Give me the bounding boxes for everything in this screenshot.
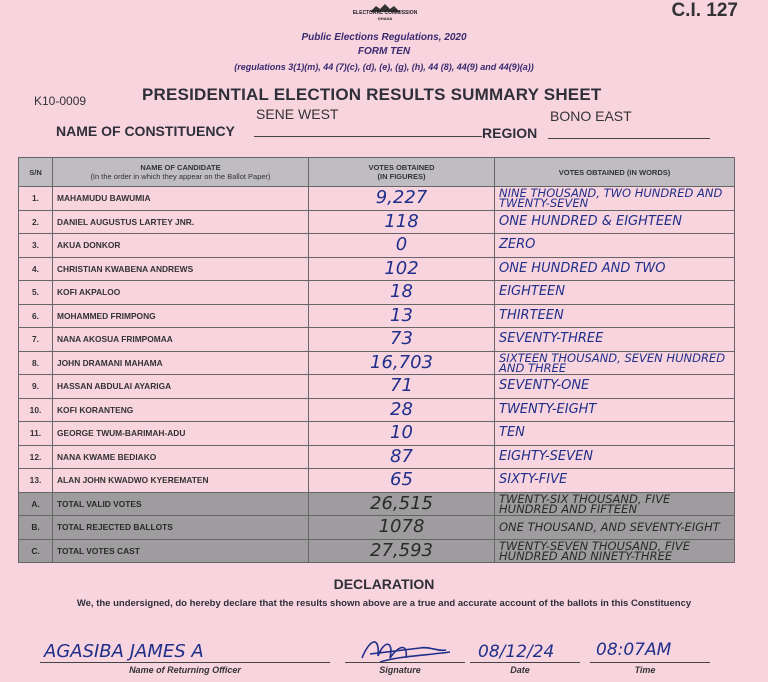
candidate-name: TOTAL REJECTED BALLOTS [53,516,309,540]
row-sn: 4. [19,257,53,281]
candidate-row [19,210,735,234]
votes-words: TEN [495,422,735,446]
total-row [19,492,735,516]
row-sn: 3. [19,234,53,258]
row-sn: B. [19,516,53,540]
row-sn: 8. [19,351,53,375]
region-label: REGION [482,125,538,141]
votes-figures: 13 [309,304,495,328]
votes-figures: 9,227 [309,187,495,211]
form-code: K10-0009 [34,94,87,108]
region-line [548,138,710,139]
votes-words: TWENTY-EIGHT [495,398,735,422]
candidate-row [19,422,735,446]
region-value: BONO EAST [550,108,632,124]
votes-figures: 27,593 [309,539,495,563]
votes-words: EIGHTEEN [495,281,735,305]
crest-subtext: GHANA [377,16,393,21]
time-value: 08:07AM [596,640,672,660]
votes-words: SEVENTY-THREE [495,328,735,352]
time-line [590,662,710,663]
col-figures-subtitle: (IN FIGURES) [377,172,426,181]
row-sn: 13. [19,469,53,493]
officer-line [40,662,330,663]
candidate-row [19,328,735,352]
row-sn: 10. [19,398,53,422]
signature-scribble [350,628,460,670]
candidate-row [19,187,735,211]
votes-figures: 1078 [309,516,495,540]
candidate-name: HASSAN ABDULAI AYARIGA [53,375,309,399]
candidate-name: ALAN JOHN KWADWO KYEREMATEN [53,469,309,493]
votes-figures: 0 [309,234,495,258]
votes-figures: 87 [309,445,495,469]
candidate-name: GEORGE TWUM-BARIMAH-ADU [53,422,309,446]
votes-figures: 118 [309,210,495,234]
row-sn: 9. [19,375,53,399]
candidate-row [19,351,735,375]
col-figures-title: VOTES OBTAINED [368,163,435,172]
results-table [18,157,735,563]
votes-words: SIXTY-FIVE [495,469,735,493]
row-sn: 6. [19,304,53,328]
votes-figures: 73 [309,328,495,352]
votes-words: ZERO [495,234,735,258]
signature-line [345,662,465,663]
candidate-row [19,375,735,399]
candidate-row [19,281,735,305]
ci-number: C.I. 127 [671,0,738,21]
candidate-name: NANA AKOSUA FRIMPOMAA [53,328,309,352]
votes-figures: 65 [309,469,495,493]
col-name-subtitle: (In the order in which they appear on the Ballot Paper) [90,172,271,181]
votes-words: ONE HUNDRED & EIGHTEEN [495,210,735,234]
votes-words: TWENTY-SIX THOUSAND, FIVE HUNDRED AND FIFTEEN [495,492,735,516]
candidate-name: KOFI AKPALOO [53,281,309,305]
form-name: FORM TEN [357,46,411,57]
candidate-name: CHRISTIAN KWABENA ANDREWS [53,257,309,281]
votes-figures: 102 [309,257,495,281]
declaration-text: We, the undersigned, do hereby declare that the results shown above are a true and accurate account of the ballots in this Constituency [76,598,692,609]
votes-figures: 28 [309,398,495,422]
col-sn-header: S/N [19,158,53,187]
votes-figures: 71 [309,375,495,399]
votes-figures: 26,515 [309,492,495,516]
votes-figures: 10 [309,422,495,446]
constituency-line [254,136,482,137]
declaration-title: DECLARATION [333,576,435,592]
row-sn: 1. [19,187,53,211]
returning-officer-name: AGASIBA JAMES A [44,641,204,662]
candidate-name: MOHAMMED FRIMPONG [53,304,309,328]
votes-words: NINE THOUSAND, TWO HUNDRED AND TWENTY-SEVEN [495,187,735,211]
candidate-name: TOTAL VOTES CAST [53,539,309,563]
votes-words: SIXTEEN THOUSAND, SEVEN HUNDRED AND THREE [495,351,735,375]
col-name-header [53,158,309,187]
votes-figures: 16,703 [309,351,495,375]
votes-words: SEVENTY-ONE [495,375,735,399]
col-words-header: VOTES OBTAINED (IN WORDS) [495,158,735,187]
candidate-name: KOFI KORANTENG [53,398,309,422]
votes-words: ONE HUNDRED AND TWO [495,257,735,281]
col-name-title: NAME OF CANDIDATE [140,163,221,172]
candidate-name: DANIEL AUGUSTUS LARTEY JNR. [53,210,309,234]
constituency-label: NAME OF CONSTITUENCY [56,123,235,139]
table-header-row [19,158,735,187]
date-label: Date [510,665,530,675]
candidate-row [19,304,735,328]
regulations-reference: (regulations 3(1)(m), 44 (7)(c), (d), (e), (g), (h), 44 (8), 44(9) and 44(9)(a)) [234,62,534,72]
votes-words: THIRTEEN [495,304,735,328]
officer-label: Name of Returning Officer [129,665,241,675]
constituency-value: SENE WEST [256,106,339,122]
row-sn: 2. [19,210,53,234]
candidate-row [19,234,735,258]
votes-figures: 18 [309,281,495,305]
crest-text: ELECTORAL COMMISSION [352,10,418,16]
votes-words: TWENTY-SEVEN THOUSAND, FIVE HUNDRED AND NINETY-THREE [495,539,735,563]
candidate-name: NANA KWAME BEDIAKO [53,445,309,469]
date-value: 08/12/24 [478,642,555,662]
candidate-name: MAHAMUDU BAWUMIA [53,187,309,211]
row-sn: A. [19,492,53,516]
signature-label: Signature [379,665,421,675]
votes-words: EIGHTY-SEVEN [495,445,735,469]
row-sn: 11. [19,422,53,446]
row-sn: 12. [19,445,53,469]
candidate-row [19,398,735,422]
page-title: PRESIDENTIAL ELECTION RESULTS SUMMARY SHEET [142,85,602,104]
row-sn: C. [19,539,53,563]
candidate-row [19,257,735,281]
time-label: Time [634,665,656,675]
candidate-name: AKUA DONKOR [53,234,309,258]
candidate-name: TOTAL VALID VOTES [53,492,309,516]
row-sn: 5. [19,281,53,305]
row-sn: 7. [19,328,53,352]
regulations-title: Public Elections Regulations, 2020 [301,32,467,43]
candidate-name: JOHN DRAMANI MAHAMA [53,351,309,375]
candidate-row [19,469,735,493]
date-line [470,662,580,663]
total-row [19,516,735,540]
col-figures-header [309,158,495,187]
total-row [19,539,735,563]
candidate-row [19,445,735,469]
votes-words: ONE THOUSAND, AND SEVENTY-EIGHT [495,516,735,540]
